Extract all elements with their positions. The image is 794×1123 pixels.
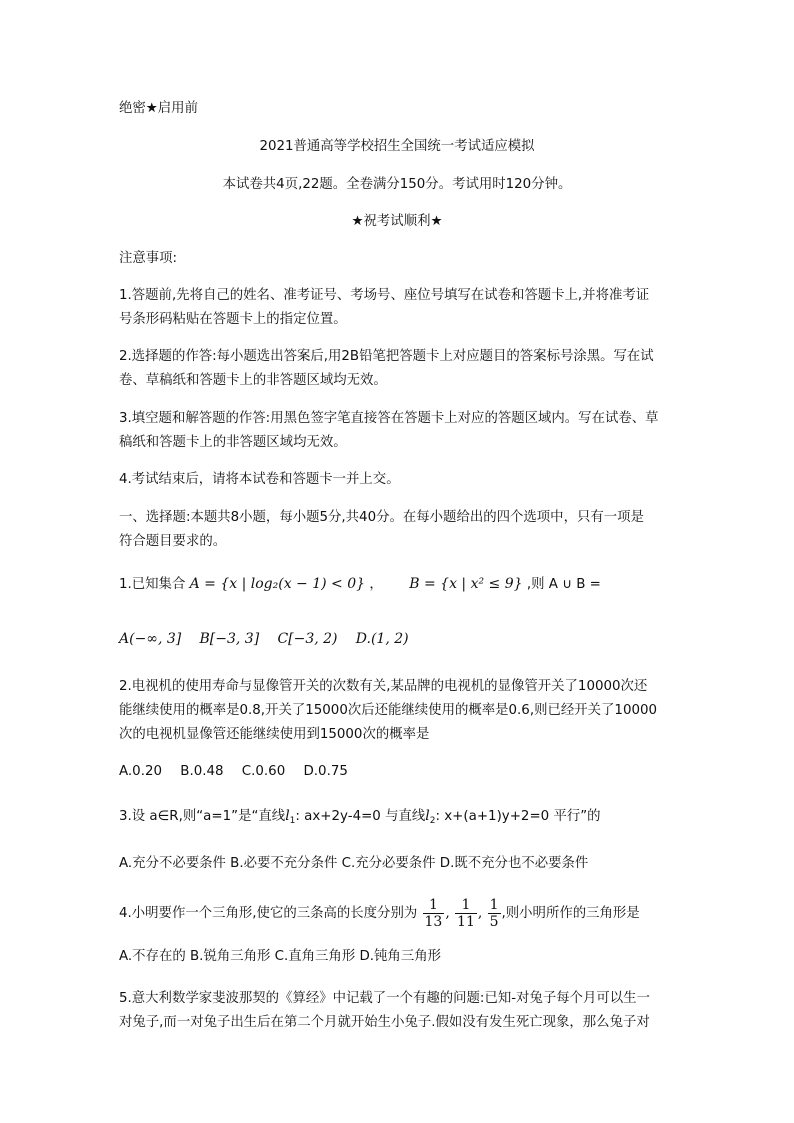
line-l1: l	[285, 808, 290, 824]
secret-label: 绝密★启用前	[119, 101, 198, 116]
exam-info: 本试卷共4页,22题。全卷满分150分。考试用时120分钟。	[222, 177, 572, 192]
section-heading-line-1: 一、选择题:本题共8小题，每小题5分,共40分。在每小题给出的四个选项中，只有一项是	[119, 510, 644, 525]
question-1-options	[119, 625, 679, 654]
question-4-suffix: ,则小明所作的三角形是	[501, 906, 640, 921]
question-3-part-2: : ax+2y-4=0 与直线	[295, 809, 426, 824]
question-5-line-1: 5.意大利数学家斐波那契的《算经》中记载了一个有趣的问题:已知-对兔子每个月可以生一	[119, 991, 650, 1006]
note-2-line-2: 卷、草稿纸和答题卡上的非答题区域均无效。	[119, 373, 387, 388]
option-b: B.0.48	[180, 764, 224, 779]
note-1-line-2: 号条形码粘贴在答题卡上的指定位置。	[119, 312, 347, 327]
line-l2-sub: 2	[429, 816, 436, 826]
option-a: A(−∞, 3]	[119, 631, 182, 647]
question-1-sep: ，	[369, 577, 383, 592]
question-4-options: A.不存在的 B.锐角三角形 C.直角三角形 D.钝角三角形	[119, 949, 441, 964]
question-3-options: A.充分不必要条件 B.必要不充分条件 C.充分必要条件 D.既不充分也不必要条件	[119, 856, 589, 871]
note-2-line-1: 2.选择题的作答:每小题选出答案后,用2B铅笔把答题卡上对应题目的答案标号涂黑。写在试	[119, 349, 654, 364]
option-d: D.(1, 2)	[355, 631, 409, 647]
question-2-options	[119, 757, 679, 786]
question-3-part-3: : x+(a+1)y+2=0 平行”的	[435, 809, 601, 824]
exam-title: 2021普通高等学校招生全国统一考试适应模拟	[259, 139, 535, 154]
note-3-line-2: 稿纸和答题卡上的非答题区域均无效。	[119, 435, 347, 450]
set-b: B = {x | x² ≤ 9}	[409, 576, 523, 592]
question-2-line-1: 2.电视机的使用寿命与显像管开关的次数有关,某品牌的电视机的显像管开关了10000次还	[119, 679, 648, 694]
question-3	[119, 802, 679, 836]
fraction-2: $\frac{1}{11}$	[457, 896, 475, 930]
question-2-line-3: 次的电视机显像管还能继续使用到15000次的概率是	[119, 727, 430, 742]
question-3-part-1: 3.设 a∈R,则“a=1”是“直线	[119, 809, 286, 824]
question-4: 4.小明要作一个三角形,使它的三条高的长度分别为 $\frac{1}{13}$ , $\frac{1}{11}$ , $\frac{1}{5}$ ,则小明所作的三角形是	[119, 896, 640, 930]
note-4-line-1: 4.考试结束后，请将本试卷和答题卡一并上交。	[119, 472, 400, 487]
question-5-line-2: 对兔子,而一对兔子出生后在第二个月就开始生小兔子.假如没有发生死亡现象，那么兔子对	[119, 1015, 650, 1030]
notes-heading: 注意事项:	[119, 251, 178, 266]
question-1-prefix: 1.已知集合	[119, 577, 186, 592]
option-d: D.0.75	[303, 764, 348, 779]
note-3-line-1: 3.填空题和解答题的作答:用黑色签字笔直接答在答题卡上对应的答题区域内。写在试卷、草	[119, 411, 659, 426]
fraction-3: $\frac{1}{5}$	[489, 896, 499, 930]
line-l1-sub: 1	[289, 816, 296, 826]
option-c: C.0.60	[241, 764, 286, 779]
question-2-line-2: 能继续使用的概率是0.8,开关了15000次后还能继续使用的概率是0.6,则已经开关了10000	[119, 703, 658, 718]
question-1	[119, 570, 679, 599]
question-1-suffix: ,则 A ∪ B =	[526, 577, 601, 592]
fraction-1: $\frac{1}{13}$	[424, 896, 443, 930]
wish-line: ★祝考试顺利★	[351, 214, 443, 229]
question-4-prefix: 4.小明要作一个三角形,使它的三条高的长度分别为	[119, 906, 418, 921]
option-a: A.0.20	[119, 764, 162, 779]
set-a: A = {x | log₂(x − 1) < 0}	[189, 576, 366, 592]
option-b: B[−3, 3]	[199, 631, 260, 647]
section-heading-line-2: 符合题目要求的。	[119, 534, 227, 549]
option-c: C[−3, 2)	[277, 631, 338, 647]
line-l2: l	[425, 808, 430, 824]
note-1-line-1: 1.答题前,先将自己的姓名、准考证号、考场号、座位号填写在试卷和答题卡上,并将准考证	[119, 288, 650, 303]
